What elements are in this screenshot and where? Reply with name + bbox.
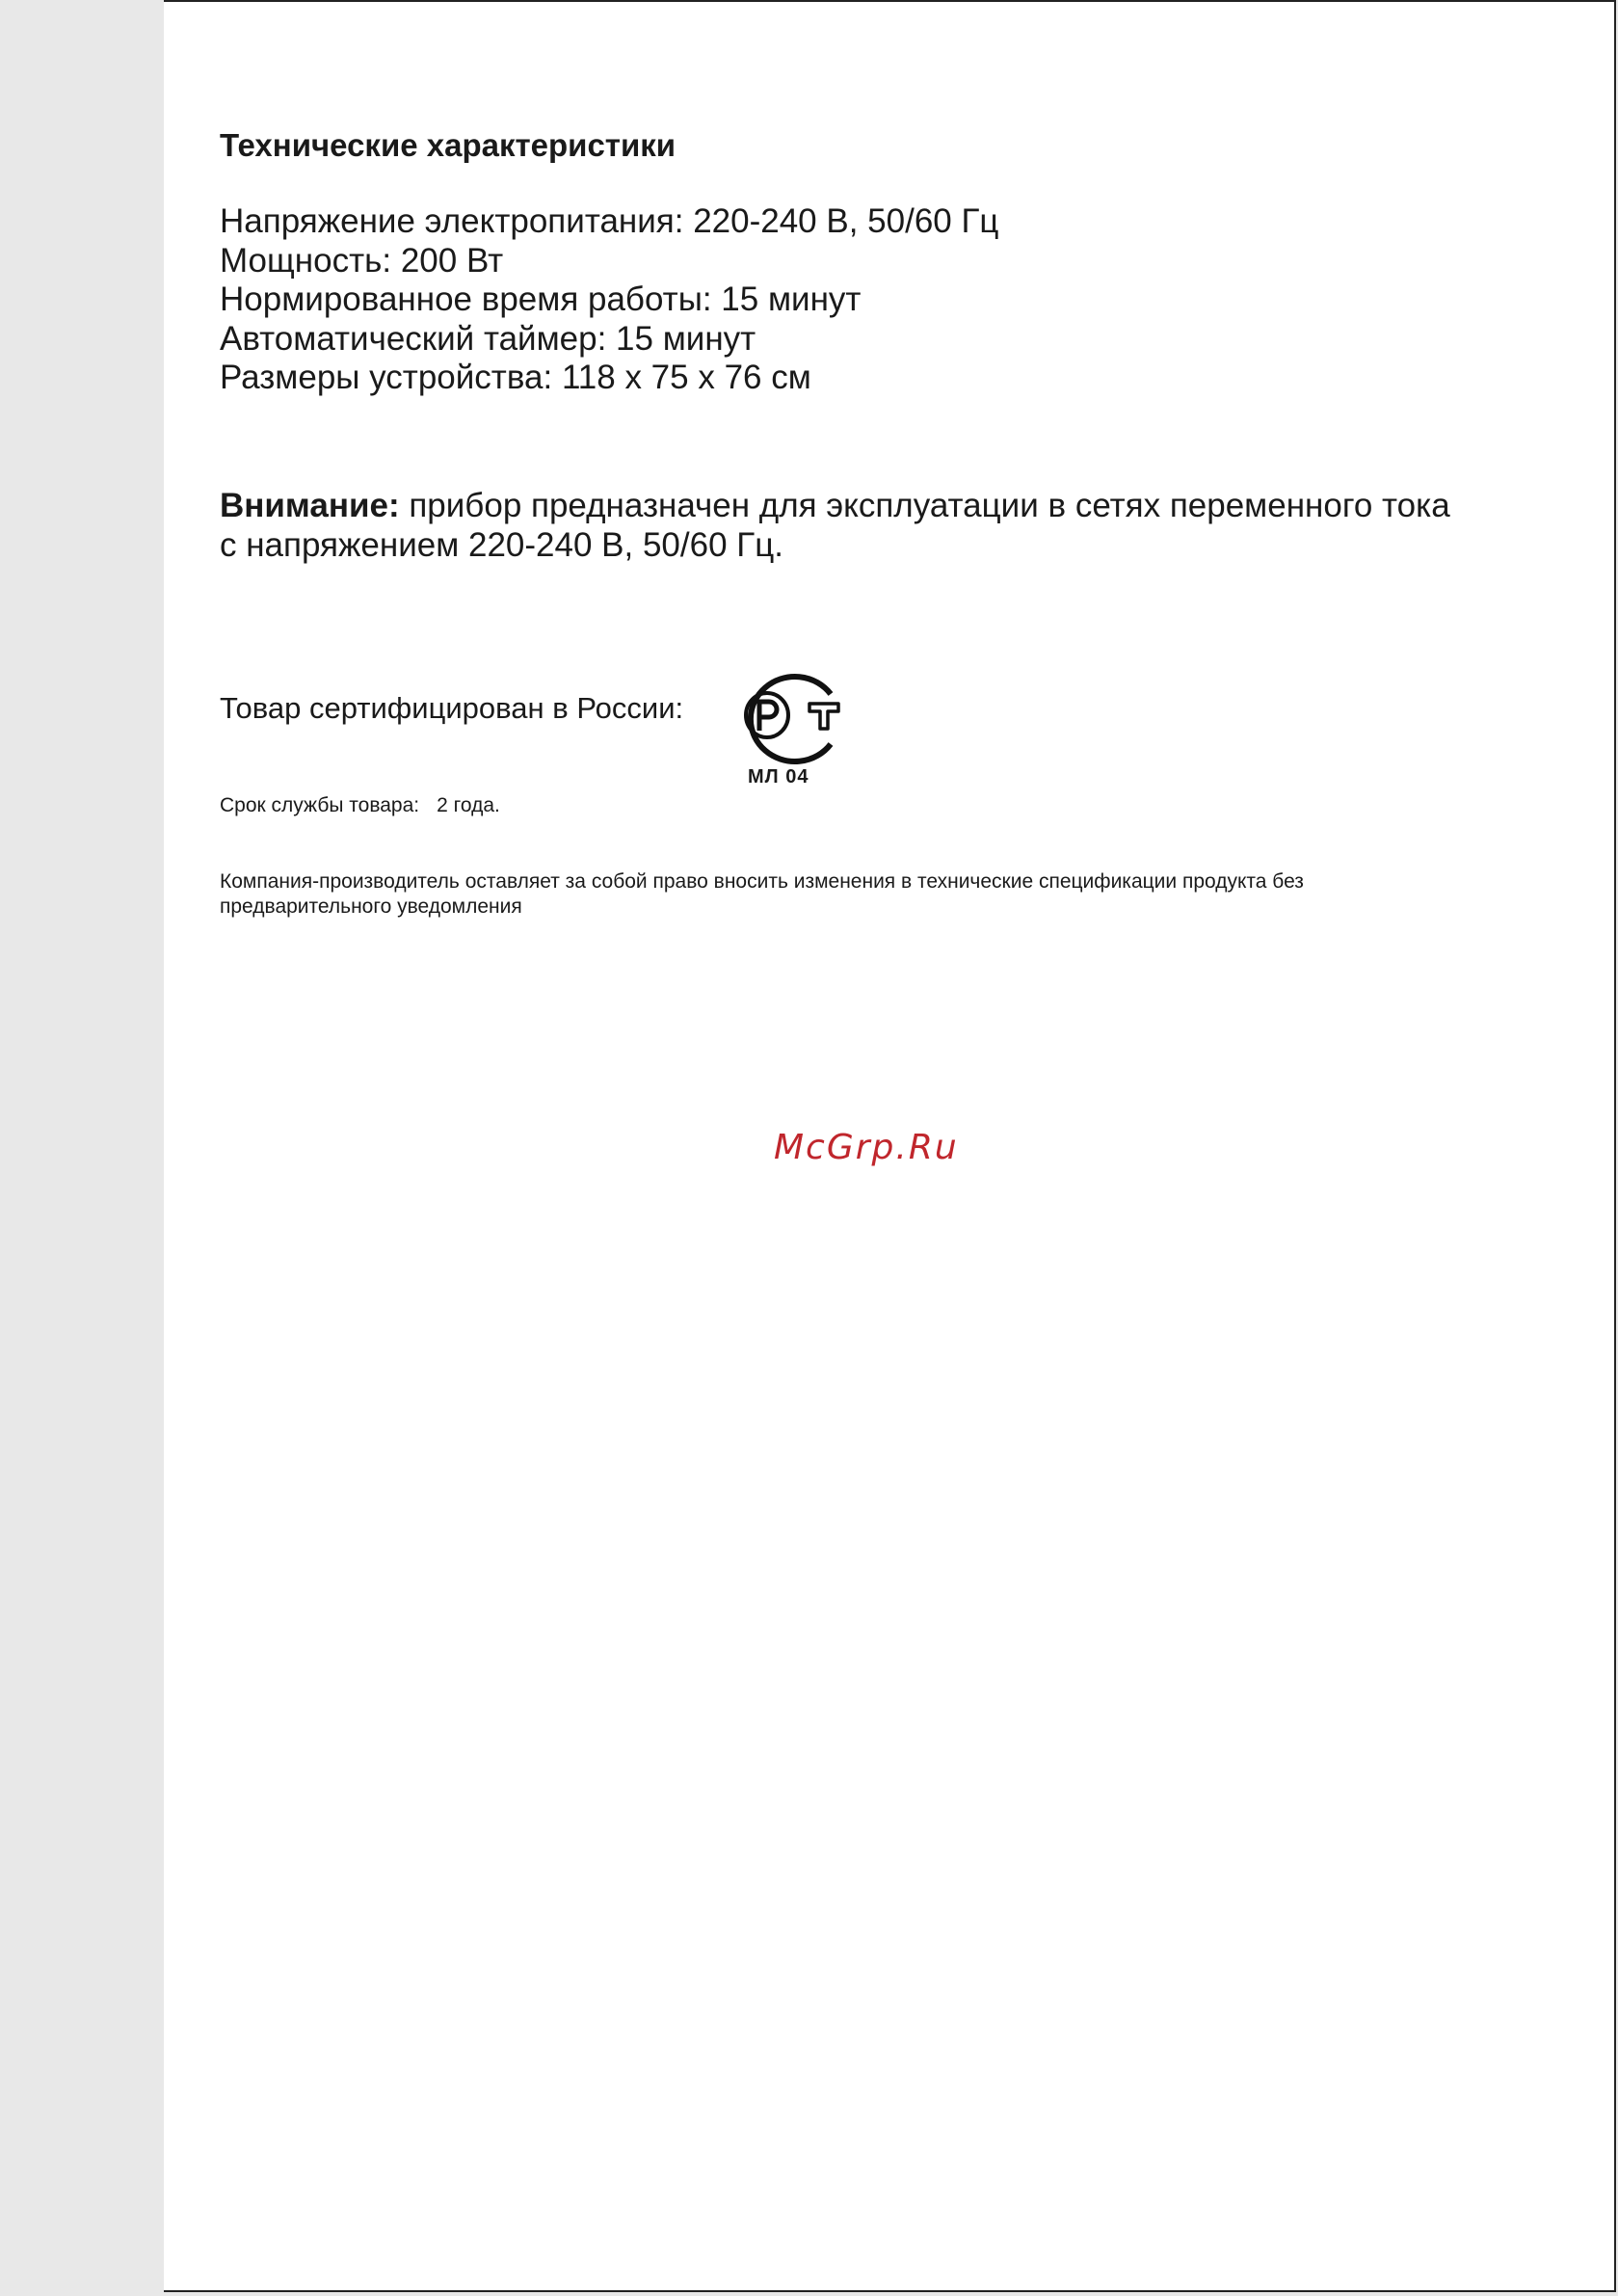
specs-list [220, 202, 998, 398]
warning-paragraph [220, 486, 1472, 565]
certification-code: МЛ 04 [748, 766, 809, 788]
spec-voltage: Напряжение электропитания: 220-240 В, 50/60 Гц [220, 202, 999, 240]
spec-dimensions: Размеры устройства: 118 х 75 х 76 см [220, 359, 811, 396]
warning-lead: Внимание: [220, 487, 400, 524]
service-life [220, 794, 500, 817]
certification-label: Товар сертифицирован в России: [220, 691, 684, 725]
spec-auto-timer: Автоматический таймер: 15 минут [220, 319, 756, 358]
page-title: Технические характеристики [220, 127, 676, 163]
service-life-label: Срок службы товара: [220, 794, 420, 816]
spec-power: Мощность: 200 Вт [220, 241, 504, 280]
watermark: McGrp.Ru [774, 1128, 959, 1167]
document-page [164, 0, 1616, 2292]
disclaimer: Компания-производитель оставляет за собой право вносить изменения в технические спецификации продукта без предварительного уведомления [220, 870, 1304, 918]
warning-text: прибор предназначен для эксплуатации в сетях переменного тока с напряжением 220-240 В, 50/60 Гц. [220, 487, 1450, 564]
spec-operating-time: Нормированное время работы: 15 минут [220, 280, 862, 318]
service-life-value: 2 года. [437, 794, 500, 816]
